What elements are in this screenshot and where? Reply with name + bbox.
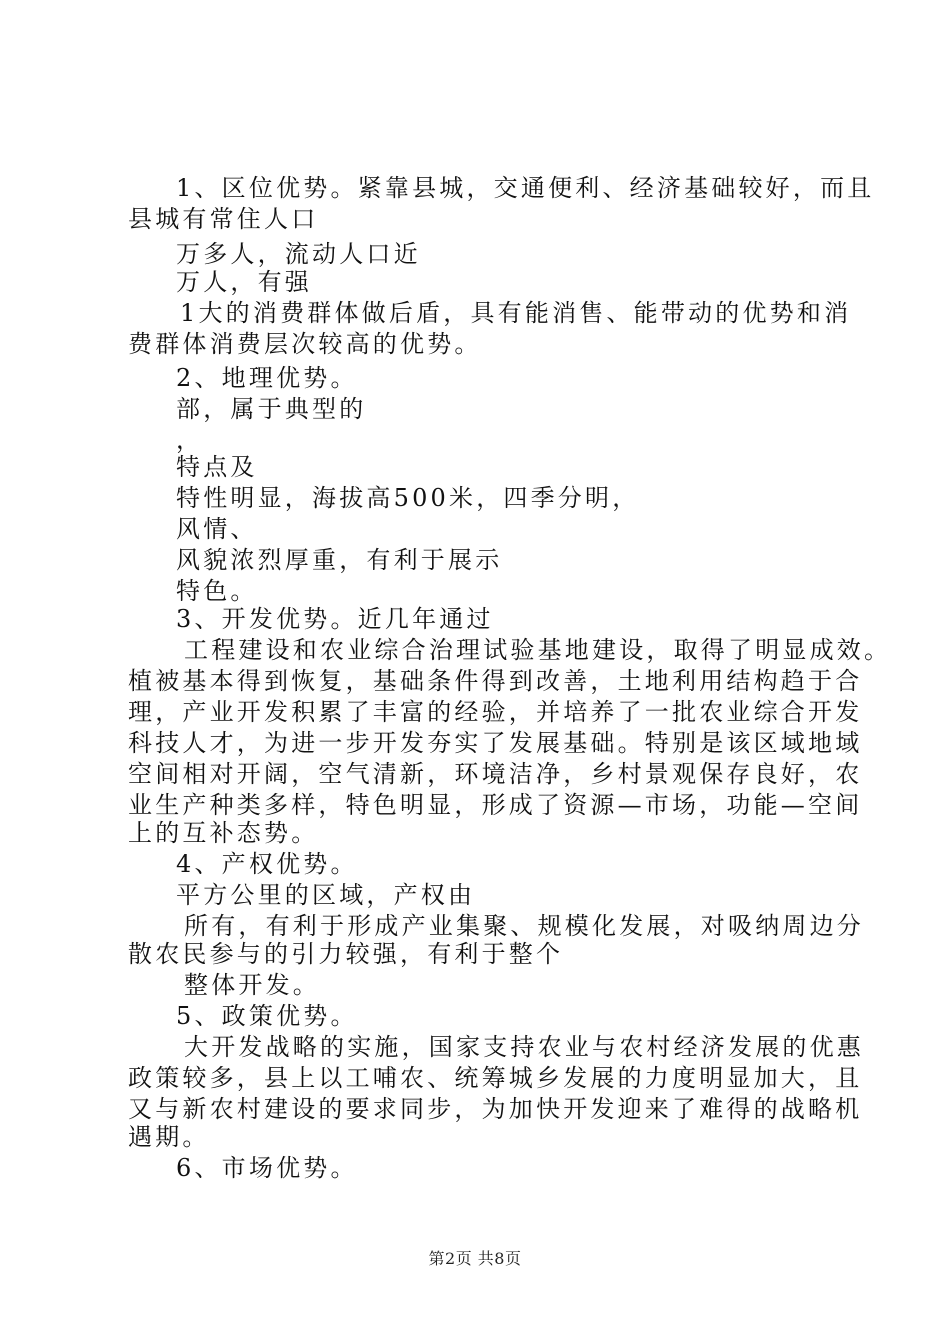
section-heading: 4、产权优势。	[176, 850, 358, 878]
paragraph-line: 植被基本得到恢复，基础条件得到改善，土地利用结构趋于合	[128, 667, 863, 695]
paragraph-line: 散农民参与的引力较强，有利于整个	[128, 940, 564, 968]
paragraph-line: 风貌浓烈厚重，有利于展示	[176, 546, 503, 574]
paragraph-line: 部，属于典型的	[176, 395, 367, 423]
paragraph-line: 理，产业开发积累了丰富的经验，并培养了一批农业综合开发	[128, 698, 863, 726]
paragraph-line: 整体开发。	[184, 971, 320, 999]
paragraph-line: 空间相对开阔，空气清新，环境洁净，乡村景观保存良好，农	[128, 760, 863, 788]
paragraph-line: 又与新农村建设的要求同步，为加快开发迎来了难得的战略机	[128, 1095, 863, 1123]
section-heading: 6、市场优势。	[176, 1154, 358, 1182]
paragraph-line: 工程建设和农业综合治理试验基地建设，取得了明显成效。	[184, 636, 892, 664]
section-heading: 3、开发优势。近几年通过	[176, 605, 494, 633]
paragraph-line: 1大的消费群体做后盾，具有能消售、能带动的优势和消	[180, 299, 852, 327]
paragraph-line: 万人，有强	[176, 268, 312, 296]
paragraph-line: 特点及	[176, 453, 258, 481]
paragraph-line: 县城有常住人口	[128, 205, 319, 233]
paragraph-line: 特色。	[176, 577, 258, 605]
paragraph-line: 业生产种类多样，特色明显，形成了资源—市场，功能—空间	[128, 791, 863, 819]
paragraph-line: ，	[176, 426, 204, 454]
paragraph-line: 1、区位优势。紧靠县城，交通便利、经济基础较好，而且	[176, 174, 875, 202]
paragraph-line: 费群体消费层次较高的优势。	[128, 330, 482, 358]
paragraph-line: 特性明显，海拔高500米，四季分明，	[176, 484, 640, 512]
paragraph-line: 政策较多，县上以工哺农、统筹城乡发展的力度明显加大，且	[128, 1064, 863, 1092]
paragraph-line: 平方公里的区域，产权由	[176, 881, 476, 909]
section-heading: 5、政策优势。	[176, 1002, 358, 1030]
paragraph-line: 大开发战略的实施，国家支持农业与农村经济发展的优惠	[184, 1033, 864, 1061]
paragraph-line: 万多人，流动人口近	[176, 240, 421, 268]
page-number-footer: 第2页 共8页	[428, 1249, 522, 1268]
section-heading: 2、地理优势。	[176, 364, 358, 392]
paragraph-line: 科技人才，为进一步开发夯实了发展基础。特别是该区域地域	[128, 729, 863, 757]
paragraph-line: 遇期。	[128, 1123, 210, 1151]
paragraph-line: 风情、	[176, 515, 258, 543]
paragraph-line: 所有，有利于形成产业集聚、规模化发展，对吸纳周边分	[184, 912, 864, 940]
paragraph-line: 上的互补态势。	[128, 819, 319, 847]
